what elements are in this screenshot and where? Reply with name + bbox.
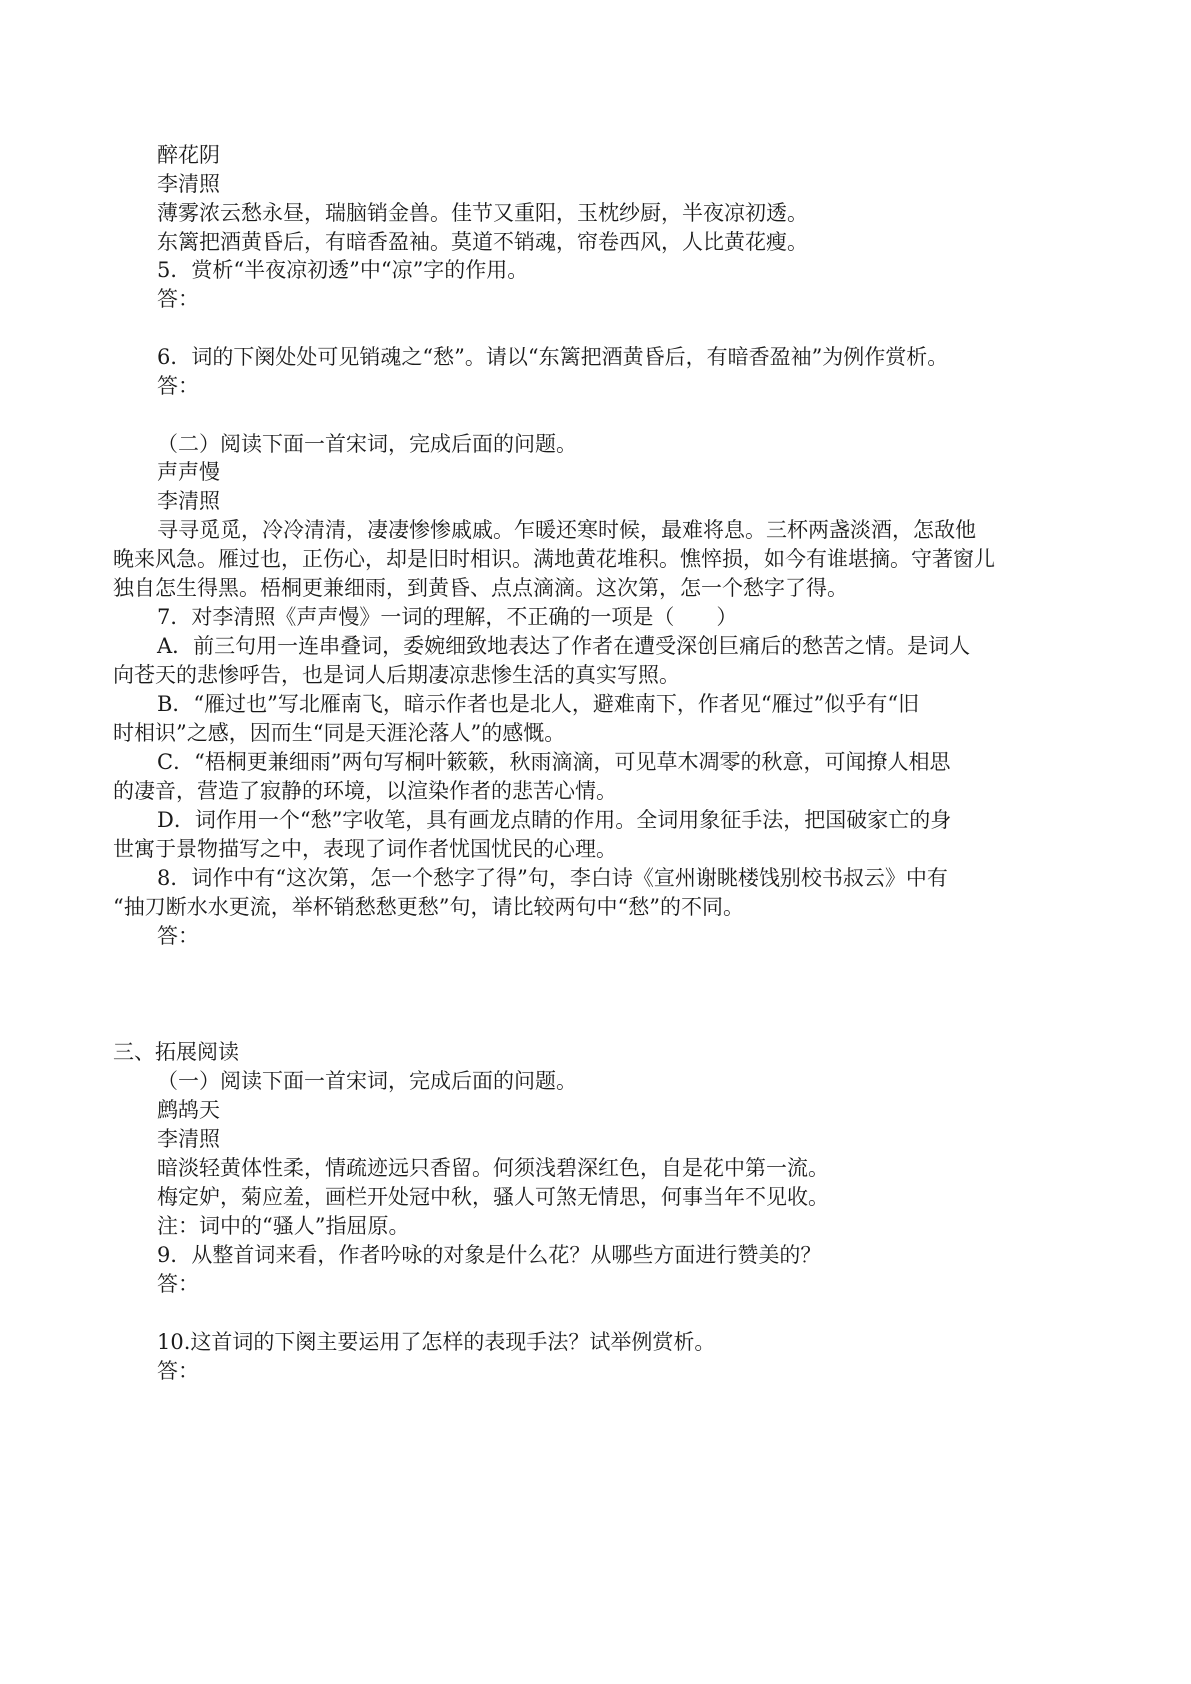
option-a-cont: 向苍天的悲惨呼告，也是词人后期凄凉悲惨生活的真实写照。 <box>113 663 680 687</box>
answer-label: 答： <box>157 1272 199 1296</box>
poem-author: 李清照 <box>157 172 220 196</box>
section-heading: 三、拓展阅读 <box>113 1040 239 1064</box>
option-d-cont: 世寓于景物描写之中，表现了词作者忧国忧民的心理。 <box>113 837 617 861</box>
subsection-heading: （一）阅读下面一首宋词，完成后面的问题。 <box>157 1069 577 1093</box>
section-heading: （二）阅读下面一首宋词，完成后面的问题。 <box>157 432 577 456</box>
option-b: B．“雁过也”写北雁南飞，暗示作者也是北人，避难南下，作者见“雁过”似乎有“旧 <box>157 692 920 716</box>
answer-label: 答： <box>157 374 199 398</box>
question-6: 6．词的下阕处处可见销魂之“愁”。请以“东篱把酒黄昏后，有暗香盈袖”为例作赏析。 <box>157 345 949 369</box>
question-9: 9．从整首词来看，作者吟咏的对象是什么花？从哪些方面进行赞美的？ <box>157 1243 822 1267</box>
answer-label: 答： <box>157 1359 199 1383</box>
option-c-cont: 的凄音，营造了寂静的环境，以渲染作者的悲苦心情。 <box>113 779 617 803</box>
option-a: A．前三句用一连串叠词，委婉细致地表达了作者在遭受深创巨痛后的愁苦之情。是词人 <box>157 634 971 658</box>
option-b-cont: 时相识”之感，因而生“同是天涯沦落人”的感慨。 <box>113 721 566 745</box>
poem-text-line: 梅定妒，菊应羞，画栏开处冠中秋，骚人可煞无情思，何事当年不见收。 <box>157 1185 829 1209</box>
poem-text-line: 寻寻觅觅，冷冷清清，凄凄惨惨戚戚。乍暖还寒时候，最难将息。三杯两盏淡酒，怎敌他 <box>157 518 976 542</box>
poem-author: 李清照 <box>157 1127 220 1151</box>
poem-title: 鹧鸪天 <box>157 1098 220 1122</box>
poem-title: 醉花阴 <box>157 143 220 167</box>
poem-text-line: 东篱把酒黄昏后，有暗香盈袖。莫道不销魂，帘卷西风，人比黄花瘦。 <box>157 230 808 254</box>
question-5: 5．赏析“半夜凉初透”中“凉”字的作用。 <box>157 258 529 282</box>
poem-title: 声声慢 <box>157 460 220 484</box>
option-c: C．“梧桐更兼细雨”两句写桐叶簌簌，秋雨滴滴，可见草木凋零的秋意，可闻撩人相思 <box>157 750 951 774</box>
question-10: 10.这首词的下阕主要运用了怎样的表现手法？试举例赏析。 <box>157 1330 716 1354</box>
option-d: D．词作用一个“愁”字收笔，具有画龙点睛的作用。全词用象征手法，把国破家亡的身 <box>157 808 952 832</box>
poem-note: 注：词中的“骚人”指屈原。 <box>157 1214 410 1238</box>
question-8: 8．词作中有“这次第，怎一个愁字了得”句，李白诗《宣州谢眺楼饯别校书叔云》中有 <box>157 866 948 890</box>
answer-label: 答： <box>157 924 199 948</box>
poem-author: 李清照 <box>157 489 220 513</box>
poem-text-line: 暗淡轻黄体性柔，情疏迹远只香留。何须浅碧深红色，自是花中第一流。 <box>157 1156 829 1180</box>
answer-label: 答： <box>157 287 199 311</box>
question-7: 7．对李清照《声声慢》一词的理解，不正确的一项是（ ） <box>157 605 738 629</box>
question-8-cont: “抽刀断水水更流，举杯销愁愁更愁”句，请比较两句中“愁”的不同。 <box>113 895 744 919</box>
poem-text-line: 晚来风急。雁过也，正伤心，却是旧时相识。满地黄花堆积。憔悴损，如今有谁堪摘。守著窗儿 <box>113 547 995 571</box>
poem-text-line: 独自怎生得黑。梧桐更兼细雨，到黄昏、点点滴滴。这次第，怎一个愁字了得。 <box>113 576 848 600</box>
poem-text-line: 薄雾浓云愁永昼，瑞脑销金兽。佳节又重阳，玉枕纱厨，半夜凉初透。 <box>157 201 808 225</box>
